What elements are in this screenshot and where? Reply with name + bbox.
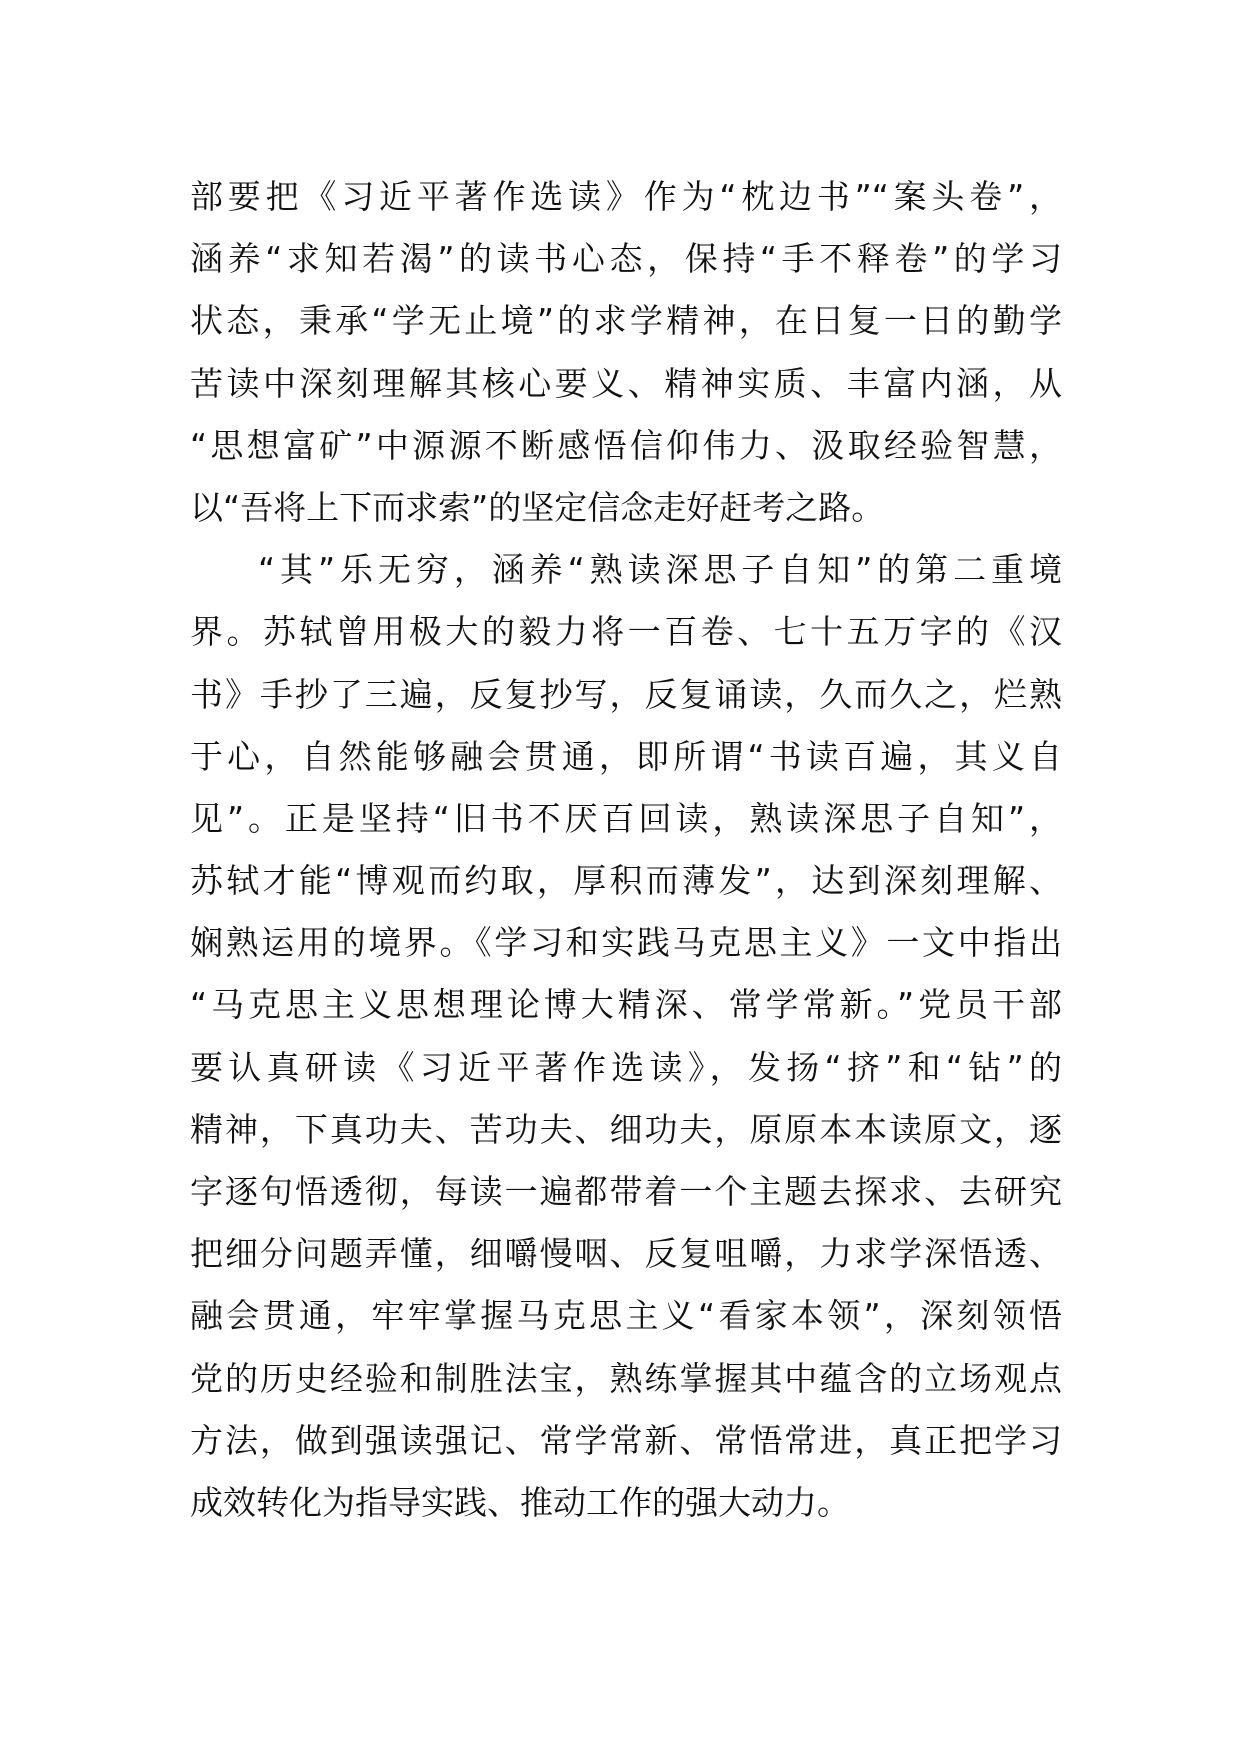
text-line: 于心，自然能够融会贯通，即所谓“书读百遍，其义自: [190, 736, 1062, 776]
text-line: 娴熟运用的境界。《学习和实践马克思主义》一文中指出: [190, 923, 1062, 963]
text-line: 涵养“求知若渴”的读书心态，保持“手不释卷”的学习: [190, 239, 1062, 279]
text-line: “马克思主义思想理论博大精深、常学常新。”党员干部: [190, 985, 1062, 1025]
text-line: 党的历史经验和制胜法宝，熟练掌握其中蕴含的立场观点: [190, 1358, 1062, 1398]
text-line: 方法，做到强读强记、常学常新、常悟常进，真正把学习: [190, 1420, 1062, 1460]
text-line: 苏轼才能“博观而约取，厚积而薄发”，达到深刻理解、: [190, 861, 1062, 901]
text-line: 苦读中深刻理解其核心要义、精神实质、丰富内涵，从: [190, 363, 1062, 403]
text-line: “思想富矿”中源源不断感悟信仰伟力、汲取经验智慧，: [190, 425, 1062, 465]
text-line: 状态，秉承“学无止境”的求学精神，在日复一日的勤学: [190, 301, 1062, 341]
text-line: 以“吾将上下而求索”的坚定信念走好赶考之路。: [190, 487, 885, 527]
text-line: 书》手抄了三遍，反复抄写，反复诵读，久而久之，烂熟: [190, 674, 1062, 714]
text-line: 字逐句悟透彻，每读一遍都带着一个主题去探求、去研究: [190, 1172, 1062, 1211]
text-line: 界。苏轼曾用极大的毅力将一百卷、七十五万字的《汉: [190, 612, 1062, 652]
text-line: 部要把《习近平著作选读》作为“枕边书”“案头卷”，: [190, 177, 1062, 216]
paragraph-2: [190, 539, 1062, 1534]
text-line: “其”乐无穷，涵养“熟读深思子自知”的第二重境: [258, 550, 1062, 590]
text-line: 成效转化为指导实践、推动工作的强大动力。: [190, 1482, 850, 1522]
text-line: 把细分问题弄懂，细嚼慢咽、反复咀嚼，力求学深悟透、: [190, 1234, 1062, 1274]
text-line: 精神，下真功夫、苦功夫、细功夫，原原本本读原文，逐: [190, 1109, 1062, 1149]
text-line: 见”。正是坚持“旧书不厌百回读，熟读深思子自知”，: [190, 798, 1062, 838]
document-body: [190, 166, 1062, 1534]
text-line: 要认真研读《习近平著作选读》，发扬“挤”和“钻”的: [190, 1047, 1062, 1087]
paragraph-1: [190, 166, 1062, 539]
text-line: 融会贯通，牢牢掌握马克思主义“看家本领”，深刻领悟: [190, 1296, 1062, 1336]
